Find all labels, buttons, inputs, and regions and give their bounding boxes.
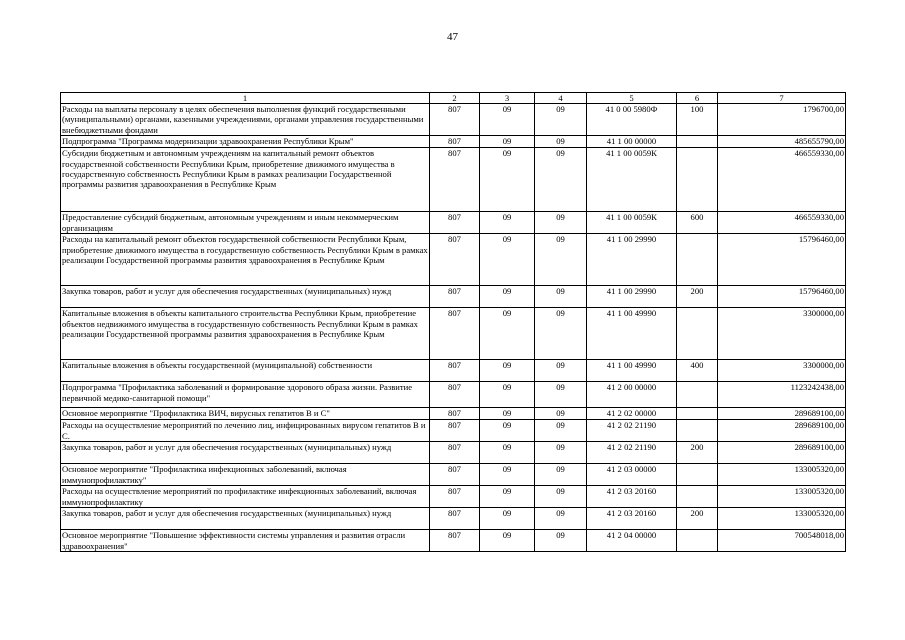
row-section: 09 (480, 530, 535, 552)
row-section: 09 (480, 308, 535, 360)
row-expense-type (677, 148, 718, 212)
row-name: Предоставление субсидий бюджетным, автономным учреждениям и иным некоммерческим организациям (61, 212, 430, 234)
row-section: 09 (480, 286, 535, 308)
row-amount: 133005320,00 (718, 508, 846, 530)
row-name: Подпрограмма "Программа модернизации здравоохранения Республики Крым" (61, 136, 430, 148)
row-section: 09 (480, 486, 535, 508)
row-amount: 485655790,00 (718, 136, 846, 148)
row-amount: 289689100,00 (718, 442, 846, 464)
header-col-7: 7 (718, 93, 846, 104)
row-target-article: 41 2 03 20160 (587, 486, 677, 508)
row-name: Основное мероприятие "Повышение эффективности системы управления и развития отрасли здравоохранения" (61, 530, 430, 552)
row-section: 09 (480, 104, 535, 136)
row-amount: 466559330,00 (718, 212, 846, 234)
row-name: Субсидии бюджетным и автономным учреждениям на капитальный ремонт объектов государственной собственности Республики Крым, приобретение движимого имущества в государственную собственность Республики Крым в рамках реализации Государственной программы развития здравоохранения в Республике Крым (61, 148, 430, 212)
row-name: Расходы на осуществление мероприятий по профилактике инфекционных заболеваний, включая иммунопрофилактику (61, 486, 430, 508)
row-section: 09 (480, 442, 535, 464)
row-name: Основное мероприятие "Профилактика инфекционных заболеваний, включая иммунопрофилактику" (61, 464, 430, 486)
table-row (61, 530, 846, 552)
row-expense-type (677, 382, 718, 408)
row-expense-type (677, 408, 718, 420)
table-row (61, 382, 846, 408)
row-target-article: 41 1 00 0059К (587, 212, 677, 234)
row-expense-type: 600 (677, 212, 718, 234)
row-subsection: 09 (535, 382, 587, 408)
row-target-article: 41 1 00 29990 (587, 234, 677, 286)
row-subsection: 09 (535, 104, 587, 136)
row-subsection: 09 (535, 408, 587, 420)
row-expense-type: 200 (677, 508, 718, 530)
row-expense-type: 100 (677, 104, 718, 136)
row-target-article: 41 1 00 49990 (587, 360, 677, 382)
row-expense-type (677, 420, 718, 442)
row-target-article: 41 1 00 00000 (587, 136, 677, 148)
row-ministry-code: 807 (430, 286, 480, 308)
table-row (61, 464, 846, 486)
row-subsection: 09 (535, 212, 587, 234)
header-col-1: 1 (61, 93, 430, 104)
table-row (61, 286, 846, 308)
row-target-article: 41 2 02 21190 (587, 420, 677, 442)
row-subsection: 09 (535, 360, 587, 382)
row-section: 09 (480, 360, 535, 382)
row-target-article: 41 2 03 00000 (587, 464, 677, 486)
row-subsection: 09 (535, 442, 587, 464)
row-ministry-code: 807 (430, 464, 480, 486)
row-target-article: 41 1 00 29990 (587, 286, 677, 308)
row-amount: 15796460,00 (718, 234, 846, 286)
header-col-4: 4 (535, 93, 587, 104)
budget-table (60, 92, 846, 552)
row-ministry-code: 807 (430, 212, 480, 234)
row-ministry-code: 807 (430, 530, 480, 552)
table-row (61, 104, 846, 136)
row-subsection: 09 (535, 308, 587, 360)
table-row (61, 420, 846, 442)
row-ministry-code: 807 (430, 148, 480, 212)
row-name: Капитальные вложения в объекты государственной (муниципальной) собственности (61, 360, 430, 382)
row-amount: 3300000,00 (718, 308, 846, 360)
row-target-article: 41 2 04 00000 (587, 530, 677, 552)
row-ministry-code: 807 (430, 508, 480, 530)
table-row (61, 408, 846, 420)
row-subsection: 09 (535, 148, 587, 212)
row-ministry-code: 807 (430, 234, 480, 286)
row-section: 09 (480, 464, 535, 486)
row-amount: 133005320,00 (718, 486, 846, 508)
row-expense-type (677, 486, 718, 508)
row-subsection: 09 (535, 530, 587, 552)
row-amount: 3300000,00 (718, 360, 846, 382)
row-amount: 1123242438,00 (718, 382, 846, 408)
table-row (61, 136, 846, 148)
row-expense-type (677, 530, 718, 552)
row-name: Капитальные вложения в объекты капитального строительства Республики Крым, приобретение объектов недвижимого имущества в государственную собственность Республики Крым в рамках реализации Государственной программы развития здравоохранения в Республике Крым (61, 308, 430, 360)
row-name: Закупка товаров, работ и услуг для обеспечения государственных (муниципальных) нужд (61, 286, 430, 308)
header-row (61, 93, 846, 104)
table-row (61, 360, 846, 382)
row-subsection: 09 (535, 486, 587, 508)
row-section: 09 (480, 212, 535, 234)
row-ministry-code: 807 (430, 382, 480, 408)
row-section: 09 (480, 234, 535, 286)
row-ministry-code: 807 (430, 408, 480, 420)
table-row (61, 212, 846, 234)
row-expense-type: 400 (677, 360, 718, 382)
row-target-article: 41 0 00 5980Ф (587, 104, 677, 136)
row-target-article: 41 2 02 00000 (587, 408, 677, 420)
row-subsection: 09 (535, 508, 587, 530)
page-number: 47 (447, 31, 458, 43)
row-target-article: 41 2 03 20160 (587, 508, 677, 530)
row-section: 09 (480, 420, 535, 442)
row-target-article: 41 1 00 0059К (587, 148, 677, 212)
row-ministry-code: 807 (430, 442, 480, 464)
table-row (61, 442, 846, 464)
row-name: Расходы на выплаты персоналу в целях обеспечения выполнения функций государственными (муниципальными) органами, казенными учреждениями, органами управления государственными внебюджетными фондами (61, 104, 430, 136)
row-ministry-code: 807 (430, 420, 480, 442)
row-amount: 133005320,00 (718, 464, 846, 486)
header-col-2: 2 (430, 93, 480, 104)
row-name: Подпрограмма "Профилактика заболеваний и формирование здорового образа жизни. Развитие первичной медико-санитарной помощи" (61, 382, 430, 408)
row-amount: 700548018,00 (718, 530, 846, 552)
row-section: 09 (480, 408, 535, 420)
row-ministry-code: 807 (430, 104, 480, 136)
row-section: 09 (480, 382, 535, 408)
table-row (61, 508, 846, 530)
row-subsection: 09 (535, 420, 587, 442)
row-subsection: 09 (535, 136, 587, 148)
row-expense-type (677, 308, 718, 360)
row-subsection: 09 (535, 464, 587, 486)
row-expense-type (677, 464, 718, 486)
header-col-5: 5 (587, 93, 677, 104)
row-expense-type (677, 234, 718, 286)
table-row (61, 308, 846, 360)
row-expense-type: 200 (677, 442, 718, 464)
row-ministry-code: 807 (430, 136, 480, 148)
row-section: 09 (480, 508, 535, 530)
row-target-article: 41 1 00 49990 (587, 308, 677, 360)
header-col-3: 3 (480, 93, 535, 104)
table-row (61, 486, 846, 508)
row-expense-type: 200 (677, 286, 718, 308)
row-name: Закупка товаров, работ и услуг для обеспечения государственных (муниципальных) нужд (61, 442, 430, 464)
row-name: Основное мероприятие "Профилактика ВИЧ, вирусных гепатитов В и С" (61, 408, 430, 420)
row-target-article: 41 2 02 21190 (587, 442, 677, 464)
row-ministry-code: 807 (430, 360, 480, 382)
row-name: Расходы на осуществление мероприятий по лечению лиц, инфицированных вирусом гепатитов В и С. (61, 420, 430, 442)
row-amount: 289689100,00 (718, 420, 846, 442)
row-subsection: 09 (535, 286, 587, 308)
row-amount: 15796460,00 (718, 286, 846, 308)
row-amount: 1796700,00 (718, 104, 846, 136)
table-row (61, 148, 846, 212)
row-amount: 466559330,00 (718, 148, 846, 212)
row-ministry-code: 807 (430, 486, 480, 508)
row-expense-type (677, 136, 718, 148)
header-col-6: 6 (677, 93, 718, 104)
row-ministry-code: 807 (430, 308, 480, 360)
row-name: Расходы на капитальный ремонт объектов государственной собственности Республики Крым, приобретение движимого имущества в государственную собственность Республики Крым в рамках реализации Государственной программы развития здравоохранения в Республике Крым (61, 234, 430, 286)
table-row (61, 234, 846, 286)
row-target-article: 41 2 00 00000 (587, 382, 677, 408)
row-section: 09 (480, 148, 535, 212)
row-subsection: 09 (535, 234, 587, 286)
row-amount: 289689100,00 (718, 408, 846, 420)
row-section: 09 (480, 136, 535, 148)
row-name: Закупка товаров, работ и услуг для обеспечения государственных (муниципальных) нужд (61, 508, 430, 530)
